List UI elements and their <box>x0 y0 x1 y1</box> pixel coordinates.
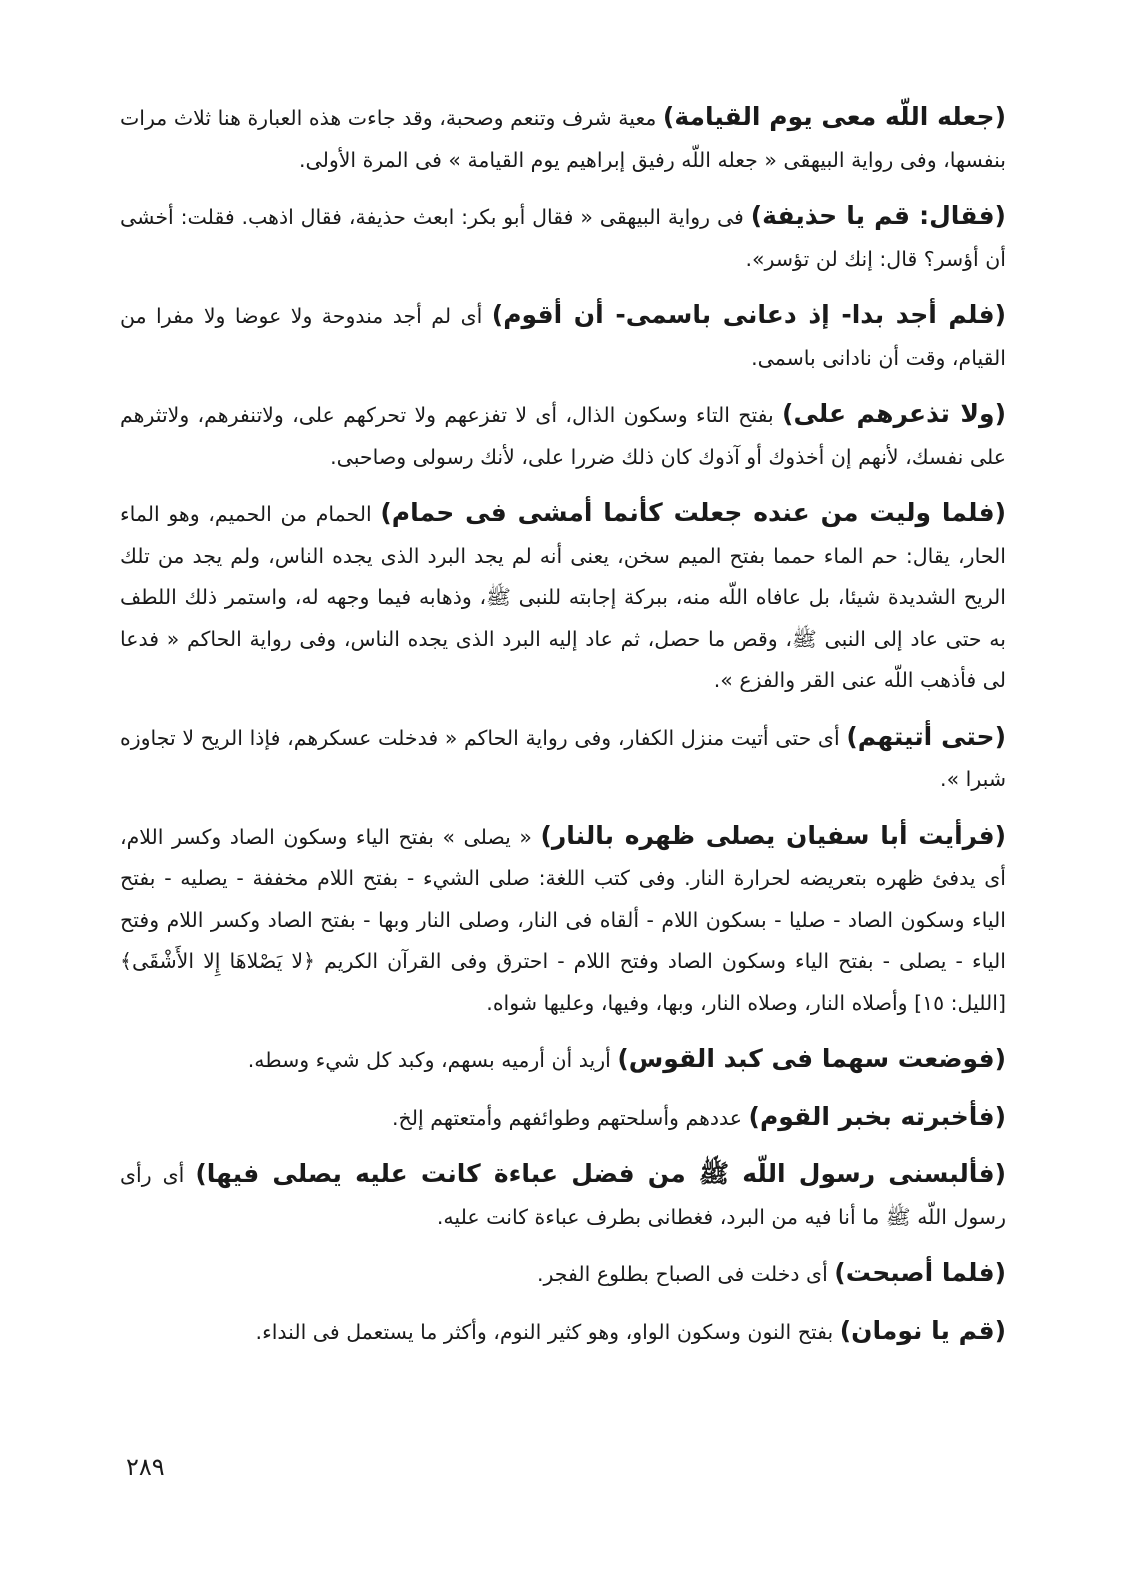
page-number: ٢٨٩ <box>126 1453 165 1481</box>
entry-5-lemma: (فلما وليت من عنده جعلت كأنما أمشى فى حمام) <box>380 498 1006 527</box>
entry-4-lemma: (ولا تذعرهم على) <box>782 399 1006 428</box>
commentary-body <box>120 96 1006 1367</box>
entry-4 <box>120 393 1006 478</box>
entry-9 <box>120 1096 1006 1140</box>
entry-9-text: عددهم وأسلحتهم وطوائفهم وأمتعتهم إلخ. <box>392 1105 749 1130</box>
entry-12-lemma: (قم يا نومان) <box>839 1315 1006 1345</box>
entry-10-lemma: (فألبسنى رسول اللّه ﷺ من فضل عباءة كانت عليه يصلى فيها) <box>195 1159 1006 1188</box>
entry-10 <box>120 1153 1006 1238</box>
entry-4-text: بفتح التاء وسكون الذال، أى لا تفزعهم ولا تحركهم على، ولاتنفرهم، ولاتثرهم على نفسك، لأنهم إن أخذوك أو آذوك كان ذلك ضررا على، لأنك رسولى وصاحبى. <box>120 403 1006 469</box>
entry-6-lemma: (حتى أتيتهم) <box>846 721 1007 751</box>
entry-11-lemma: (فلما أصبحت) <box>834 1258 1006 1287</box>
entry-2-lemma: (فقال: قم يا حذيفة) <box>750 201 1006 230</box>
entry-12 <box>120 1310 1006 1354</box>
entry-6 <box>120 716 1006 801</box>
entry-6-text: أى حتى أتيت منزل الكفار، وفى رواية الحاكم « فدخلت عسكرهم، فإذا الريح لا تجاوزه شبرا ». <box>120 725 1006 791</box>
entry-1-lemma: (جعله اللّه معى يوم القيامة) <box>662 102 1006 131</box>
entry-5 <box>120 492 1006 702</box>
entry-5-text: الحمام من الحميم، وهو الماء الحار، يقال: حم الماء حمما بفتح الميم سخن، يعنى أنه لم يجد البرد الذى يجده الناس، ولم يجد من تلك الريح الشديدة شيئا، بل عافاه اللّه منه، ببركة إجابته للنبى ﷺ، وذهابه فيما وجهه له، واستمر ذلك اللطف به حتى عاد إلى النبى ﷺ، وقص ما حصل، ثم عاد إليه البرد الذى يجده الناس، وفى رواية الحاكم « فدعا لى فأذهب اللّه عنى القر والفزع ». <box>120 502 1006 692</box>
entry-1-text: معية شرف وتنعم وصحبة، وقد جاءت هذه العبارة هنا ثلاث مرات بنفسها، وفى رواية البيهقى « جعله اللّه رفيق إبراهيم يوم القيامة » فى المرة الأولى. <box>120 106 1006 172</box>
entry-3 <box>120 294 1006 379</box>
entry-3-text: أى لم أجد مندوحة ولا عوضا ولا مفرا من القيام، وقت أن نادانى باسمى. <box>120 304 1006 370</box>
entry-8-text: أريد أن أرميه بسهم، وكبد كل شيء وسطه. <box>247 1048 618 1072</box>
entry-12-text: بفتح النون وسكون الواو، وهو كثير النوم، وأكثر ما يستعمل فى النداء. <box>255 1319 840 1344</box>
entry-7 <box>120 815 1006 1025</box>
entry-7-lemma: (فرأيت أبا سفيان يصلى ظهره بالنار) <box>540 820 1007 850</box>
entry-8-lemma: (فوضعت سهما فى كبد القوس) <box>617 1044 1006 1073</box>
entry-9-lemma: (فأخبرته بخبر القوم) <box>748 1101 1006 1131</box>
entry-11-text: أى دخلت فى الصباح بطلوع الفجر. <box>536 1262 835 1286</box>
entry-2 <box>120 195 1006 280</box>
entry-11 <box>120 1252 1006 1296</box>
entry-2-text: فى رواية البيهقى « فقال أبو بكر: ابعث حذيفة، فقال اذهب. فقلت: أخشى أن أؤسر؟ قال: إنك لن تؤسر». <box>120 205 1006 271</box>
entry-7-text: « يصلى » بفتح الياء وسكون الصاد وكسر اللام، أى يدفئ ظهره بتعريضه لحرارة النار. وفى كتب اللغة: صلى الشيء - بفتح اللام مخففة - يصليه - بفتح الياء وسكون الصاد - صليا - بسكون اللام - ألقاه فى النار، وصلى النار وبها - بفتح الصاد وكسر اللام وفتح الياء - يصلى - بفتح الياء وسكون الصاد وفتح اللام - احترق وفى القرآن الكريم ﴿لا يَصْلاهَا إِلا الأَشْقَى﴾ [الليل: ١٥] وأصلاه النار، وصلاه النار، وبها، وفيها، وعليها شواه. <box>120 824 1006 1015</box>
entry-10-text: أى رأى رسول اللّه ﷺ ما أنا فيه من البرد، فغطانى بطرف عباءة كانت عليه. <box>120 1163 1006 1229</box>
entry-3-lemma: (فلم أجد بدا- إذ دعانى باسمى- أن أقوم) <box>491 300 1007 329</box>
entry-8 <box>120 1038 1006 1082</box>
entry-1 <box>120 96 1006 181</box>
